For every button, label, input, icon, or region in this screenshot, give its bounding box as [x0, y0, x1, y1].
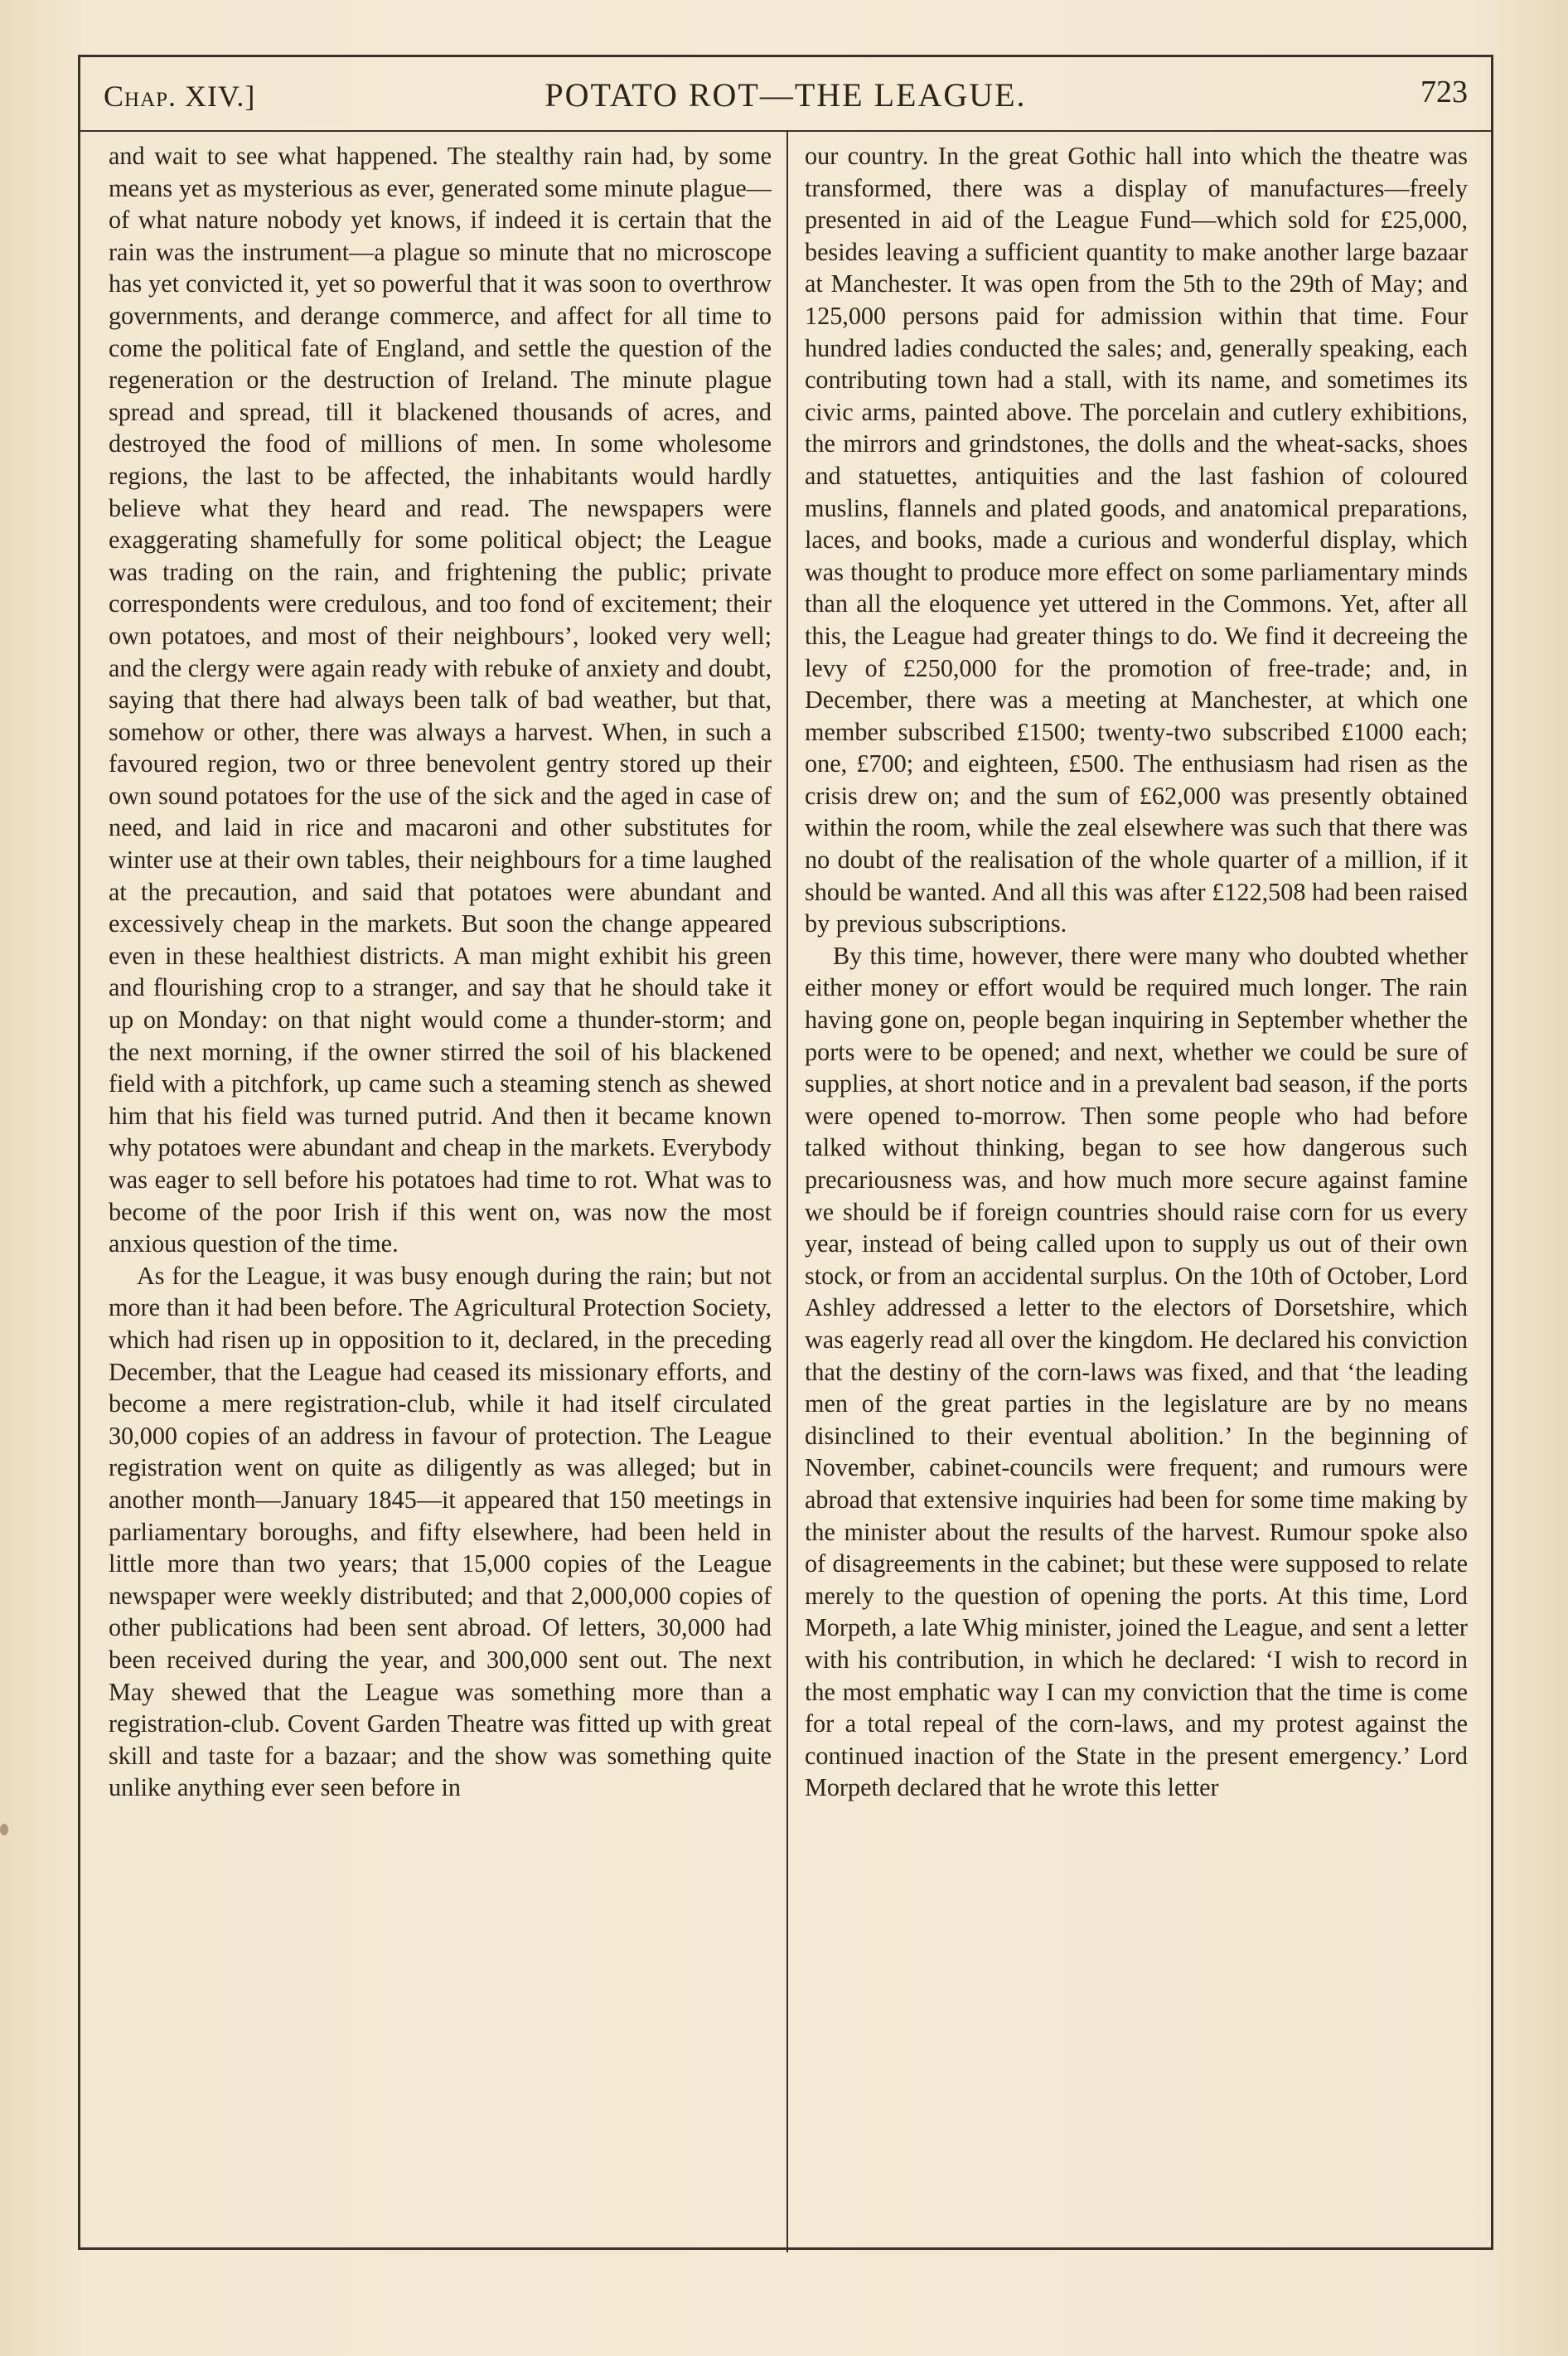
right-column — [805, 140, 1468, 2237]
paragraph: our country. In the great Gothic hall into which the theatre was transformed, there was a display of manufactures—freely presented in aid of the League Fund—which sold for £25,000, besides leaving a sufficient quantity to make another large bazaar at Manchester. It was open from the 5th to the 29th of May; and 125,000 persons paid for admission within that time. Four hundred ladies conducted the sales; and, generally speaking, each contributing town had a stall, with its name, and sometimes its civic arms, painted above. The porcelain and cutlery exhibitions, the mirrors and grindstones, the dolls and the wheat-sacks, shoes and statuettes, antiquities and the last fashion of coloured muslins, flannels and plated goods, and anatomical preparations, laces, and books, made a curious and wonderful display, which was thought to produce more effect on some parliamentary minds than all the eloquence yet uttered in the Commons. Yet, after all this, the League had greater things to do. We find it decreeing the levy of £250,000 for the promotion of free-trade; and, in December, there was a meeting at Manchester, at which one member subscribed £1500; twenty-two subscribed £1000 each; one, £700; and eighteen, £500. The enthusiasm had risen as the crisis drew on; and the sum of £62,000 was presently obtained within the room, while the zeal elsewhere was such that there was no doubt of the realisation of the whole quarter of a million, if it should be wanted. And all this was after £122,508 had been raised by previous subscriptions. — [805, 142, 1468, 938]
page-frame — [78, 55, 1493, 2250]
column-divider — [786, 130, 788, 2252]
running-header — [80, 57, 1491, 132]
paragraph: By this time, however, there were many who doubted whether either money or effort would be required much longer. The rain having gone on, people began inquiring in September whether the ports were to be opened; and next, whether we could be sure of supplies, at short notice and in a prevalent bad season, if the ports were opened to-morrow. Then some people who had before talked without thinking, began to see how dangerous such precariousness was, and how much more secure against famine we should be if foreign countries should raise corn for us every year, instead of being called upon to supply us out of their own stock, or from an accidental surplus. On the 10th of October, Lord Ashley addressed a letter to the electors of Dorsetshire, which was eagerly read all over the kingdom. He declared his conviction that the destiny of the corn-laws was fixed, and that ‘the leading men of the great parties in the legislature are by no means disinclined to their eventual abolition.’ In the beginning of November, cabinet-councils were frequent; and rumours were abroad that extensive inquiries had been for some time making by the minister about the results of the harvest. Rumour spoke also of disagreements in the cabinet; but these were supposed to relate merely to the question of opening the ports. At this time, Lord Morpeth, a late Whig minister, joined the League, and sent a letter with his contribution, in which he declared: ‘I wish to record in the most emphatic way I can my conviction that the time is come for a total repeal of the corn-laws, and my protest against the continued inaction of the State in the present emergency.’ Lord Morpeth declared that he wrote this letter — [805, 941, 1468, 1802]
running-title: POTATO ROT—THE LEAGUE. — [544, 76, 1027, 114]
chapter-label: Chap. XIV.] — [104, 80, 256, 113]
left-column — [109, 140, 772, 2237]
paragraph: and wait to see what happened. The stealthy rain had, by some means yet as mysterious as ever, generated some minute plague—of what nature nobody yet knows, if indeed it is certain that the rain was the instrument—a plague so minute that no microscope has yet convicted it, yet so powerful that it was soon to overthrow governments, and derange commerce, and affect for all time to come the political fate of England, and settle the question of the regeneration or the destruction of Ireland. The minute plague spread and spread, till it blackened thousands of acres, and destroyed the food of millions of men. In some wholesome regions, the last to be affected, the inhabitants would hardly believe what they heard and read. The newspapers were exaggerating shamefully for some political object; the League was trading on the rain, and frightening the public; private correspondents were credulous, and too fond of excitement; their own potatoes, and most of their neighbours’, looked very well; and the clergy were again ready with rebuke of anxiety and doubt, saying that there had always been talk of bad weather, but that, somehow or other, there was always a harvest. When, in such a favoured region, two or three benevolent gentry stored up their own sound potatoes for the use of the sick and the aged in case of need, and laid in rice and macaroni and other substitutes for winter use at their own tables, their neighbours for a time laughed at the precaution, and said that potatoes were abundant and excessively cheap in the markets. But soon the change appeared even in these healthiest districts. A man might exhibit his green and flourishing crop to a stranger, and say that he should take it up on Monday: on that night would come a thunder-storm; and the next morning, if the owner stirred the soil of his blackened field with a pitchfork, up came such a steaming stench as shewed him that his field was turned putrid. And then it became known why potatoes were abundant and cheap in the markets. Everybody was eager to sell before his potatoes had time to rot. What was to become of the poor Irish if this went on, was now the most anxious question of the time. — [109, 142, 772, 1258]
paragraph: As for the League, it was busy enough during the rain; but not more than it had been before. The Agricultural Protection Society, which had risen up in opposition to it, declared, in the preceding December, that the League had ceased its missionary efforts, and become a mere registration-club, while it had itself circulated 30,000 copies of an address in favour of protection. The League registration went on quite as diligently as was alleged; but in another month—January 1845—it appeared that 150 meetings in parliamentary boroughs, and fifty elsewhere, had been held in little more than two years; that 15,000 copies of the League newspaper were weekly distributed; and that 2,000,000 copies of other publications had been sent abroad. Of letters, 30,000 had been received during the year, and 300,000 sent out. The next May shewed that the League was something more than a registration-club. Covent Garden Theatre was fitted up with great skill and taste for a bazaar; and the show was something quite unlike anything ever seen before in — [109, 1261, 772, 1802]
page-number: 723 — [1420, 75, 1468, 109]
paper-stain — [0, 1824, 8, 1835]
